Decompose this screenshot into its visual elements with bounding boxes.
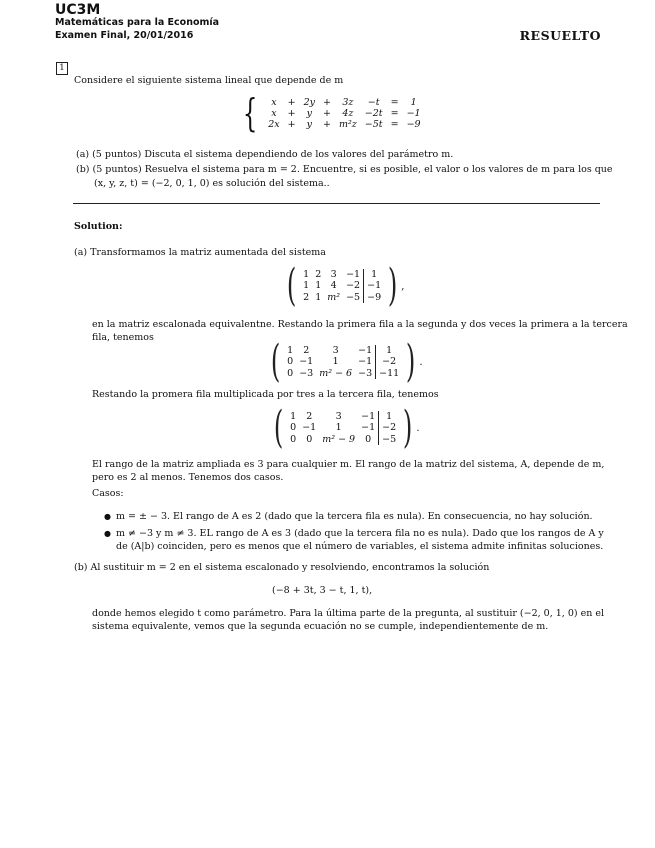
part-a-prompt: (a) (5 puntos) Discuta el sistema dependiendo de los valores del parámetro m.: [76, 149, 454, 160]
solution-text-2-line2: fila, tenemos: [92, 332, 154, 343]
matrix-cell: 3: [332, 344, 339, 356]
matrix-cell: −9: [364, 292, 385, 304]
section-divider: [73, 203, 600, 204]
bullet-icon: ●: [104, 512, 111, 521]
solution-text-4-line2: pero es 2 al menos. Tenemos dos casos.: [92, 472, 284, 483]
augmented-matrix-3: [270, 402, 420, 453]
system-cell: 4z: [342, 107, 354, 119]
matrix-row: [284, 368, 402, 380]
matrix-row: [284, 356, 402, 368]
system-cell: −5t: [364, 118, 383, 130]
matrix-cell: 3: [335, 410, 342, 422]
bullet-icon: ●: [104, 529, 111, 538]
system-cell: m²z: [338, 118, 357, 130]
system-cell: −9: [406, 118, 421, 130]
system-cell: +: [322, 118, 331, 130]
matrix-cell: 0: [287, 356, 294, 368]
system-cell: −1: [406, 107, 421, 119]
matrix-cell: 1: [315, 280, 322, 292]
matrix-2-suffix: .: [419, 356, 423, 368]
case-2-text-line1: m ≠ −3 y m ≠ 3. EL rango de A es 3 (dado que la tercera fila no es nula). Dado que los rangos de A y: [116, 528, 604, 539]
matrix-2-table: [284, 345, 402, 380]
system-cell: +: [322, 96, 331, 108]
system-cell: y: [306, 107, 312, 119]
left-paren: (: [273, 402, 284, 453]
system-cell: 2x: [268, 118, 280, 130]
system-cell: 1: [410, 96, 417, 108]
left-paren: (: [286, 260, 297, 311]
matrix-cell: 3: [330, 268, 337, 280]
matrix-cell: m² − 9: [322, 433, 356, 445]
system-cell: =: [390, 96, 399, 108]
matrix-1-suffix: ,: [401, 280, 405, 292]
matrix-row: [287, 411, 399, 423]
matrix-cell: −1: [358, 356, 373, 368]
matrix-cell: −5: [379, 434, 400, 446]
system-cell: =: [390, 107, 399, 119]
matrix-cell: 0: [365, 433, 372, 445]
left-paren: (: [270, 336, 281, 387]
matrix-cell: 0: [287, 367, 294, 379]
matrix-cell: 2: [315, 268, 322, 280]
system-cell: 3z: [342, 96, 354, 108]
matrix-cell: 1: [332, 356, 339, 368]
solution-heading: Solution:: [74, 221, 123, 232]
exam-date: Examen Final, 20/01/2016: [55, 30, 194, 41]
matrix-cell: −1: [364, 280, 385, 292]
matrix-cell: 1: [335, 422, 342, 434]
question-number-box: 1: [56, 62, 68, 75]
augmented-matrix-2: [267, 336, 423, 387]
matrix-cell: −2: [376, 356, 403, 368]
system-cell: x: [271, 96, 277, 108]
matrix-cell: −5: [346, 291, 361, 303]
system-cell: +: [287, 107, 296, 119]
system-cell: −2t: [364, 107, 383, 119]
part-b-prompt-line2: (x, y, z, t) = (−2, 0, 1, 0) es solución del sistema..: [94, 178, 330, 189]
matrix-cell: −1: [361, 422, 376, 434]
matrix-cell: 2: [303, 291, 310, 303]
matrix-cell: −1: [346, 268, 361, 280]
brand-title: UC3M: [55, 2, 101, 18]
system-brace: {: [242, 91, 258, 135]
matrix-cell: m² − 6: [319, 367, 353, 379]
system-cell: 2y: [303, 96, 315, 108]
matrix-row: [287, 422, 399, 434]
casos-label: Casos:: [92, 488, 124, 499]
matrix-cell: 1: [376, 345, 403, 357]
matrix-cell: 1: [303, 280, 310, 292]
matrix-cell: −1: [302, 422, 317, 434]
system-cell: +: [287, 118, 296, 130]
case-2-text-line2: de (A|b) coinciden, pero es menos que el número de variables, el sistema admite infinitas soluciones.: [116, 541, 604, 552]
system-row: [264, 97, 424, 108]
matrix-cell: 1: [315, 291, 322, 303]
system-cell: +: [287, 96, 296, 108]
matrix-row: [300, 292, 384, 304]
system-table: [264, 97, 424, 130]
matrix-cell: 1: [379, 411, 400, 423]
matrix-cell: −1: [361, 410, 376, 422]
matrix-1-table: [300, 269, 384, 304]
matrix-row: [284, 345, 402, 357]
solution-text-4-line1: El rango de la matriz ampliada es 3 para cualquier m. El rango de la matriz del sistema, A, depende de m,: [92, 459, 605, 470]
status-label: RESUELTO: [519, 28, 601, 43]
matrix-cell: m²: [327, 291, 341, 303]
matrix-cell: −2: [346, 280, 361, 292]
matrix-row: [300, 280, 384, 292]
system-cell: +: [322, 107, 331, 119]
case-1-text: m = ± − 3. El rango de A es 2 (dado que la tercera fila es nula). En consecuencia, no hay solución.: [116, 511, 593, 522]
matrix-cell: −3: [358, 367, 373, 379]
matrix-cell: −11: [376, 368, 403, 380]
solution-b-text-line1: donde hemos elegido t como parámetro. Para la última parte de la pregunta, al sustituir (−2, 0, 1, 0) en el: [92, 608, 605, 619]
matrix-cell: −1: [358, 344, 373, 356]
system-cell: −t: [367, 96, 380, 108]
solution-b-result: (−8 + 3t, 3 − t, 1, t),: [272, 585, 373, 596]
matrix-cell: 1: [290, 410, 297, 422]
system-cell: y: [306, 118, 312, 130]
matrix-cell: 1: [287, 344, 294, 356]
matrix-cell: 4: [330, 280, 337, 292]
matrix-3-table: [287, 411, 399, 446]
right-paren: ): [387, 260, 398, 311]
matrix-cell: 0: [290, 433, 297, 445]
matrix-cell: 2: [306, 410, 313, 422]
right-paren: ): [403, 402, 413, 453]
matrix-cell: −1: [299, 356, 314, 368]
system-cell: =: [390, 118, 399, 130]
augmented-matrix-1: [283, 260, 405, 311]
matrix-row: [300, 269, 384, 281]
solution-text-3: Restando la promera fila multiplicada por tres a la tercera fila, tenemos: [92, 389, 439, 400]
part-b-prompt-line1: (b) (5 puntos) Resuelva el sistema para m = 2. Encuentre, si es posible, el valor o los valores de m para los que: [76, 164, 613, 175]
course-title: Matemáticas para la Economía: [55, 17, 220, 28]
system-row: [264, 108, 424, 119]
matrix-cell: 0: [290, 422, 297, 434]
question-intro: Considere el siguiente sistema lineal que depende de m: [74, 75, 344, 86]
matrix-cell: −3: [299, 367, 314, 379]
solution-b-text-line2: sistema equivalente, vemos que la segunda ecuación no se cumple, independientemente de m.: [92, 621, 549, 632]
matrix-cell: 0: [306, 433, 313, 445]
matrix-3-suffix: .: [416, 422, 420, 434]
system-cell: x: [271, 107, 277, 119]
solution-b-intro: (b) Al sustituir m = 2 en el sistema escalonado y resolviendo, encontramos la solución: [74, 562, 490, 573]
matrix-cell: −2: [379, 422, 400, 434]
matrix-row: [287, 434, 399, 446]
linear-system: [238, 91, 425, 135]
matrix-cell: 1: [364, 269, 385, 281]
system-row: [264, 119, 424, 130]
matrix-cell: 1: [303, 268, 310, 280]
right-paren: ): [406, 336, 416, 387]
solution-text-2-line1: en la matriz escalonada equivalentne. Restando la primera fila a la segunda y dos veces la primera a la tercera: [92, 319, 628, 330]
solution-a-intro: (a) Transformamos la matriz aumentada del sistema: [74, 247, 326, 258]
matrix-cell: 2: [303, 344, 310, 356]
